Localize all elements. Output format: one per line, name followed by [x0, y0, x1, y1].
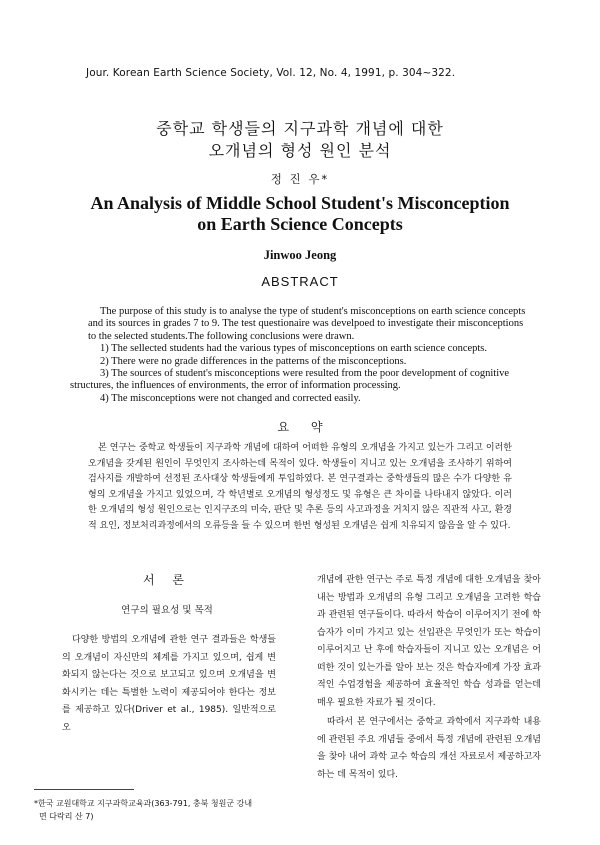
right-column-paragraph-1: 개념에 관한 연구는 주로 특정 개념에 대한 오개념을 찾아내는 방법과 오개념의 유형 그리고 오개념을 고려한 학습과 관련된 연구들이다. 따라서 학습이 이루어지기 전에 학습자가 이미 가지고 있는 선입관은 무엇인가 또는 학습이 이루어지고 난 후에 학습자들이 지니고 있는 오개념은 어떠한 것이 있는가를 알아 보는 것은 학습자에게 가장 효과적인 수업경험을 제공하여 효율적인 학습 성과를 얻는데 매우 필요한 자료가 될 것이다.: [317, 575, 541, 708]
english-title-line-1: An Analysis of Middle School Student's Misconception: [90, 193, 510, 213]
abstract-conclusion-3: 3) The sources of student's misconceptions were resulted from the poor development of cognitive: [100, 368, 510, 380]
abstract-heading: ABSTRACT: [261, 274, 339, 289]
journal-citation: Jour. Korean Earth Science Society, Vol. 12, No. 4, 1991, p. 304~322.: [86, 67, 456, 79]
right-column: [317, 572, 541, 784]
korean-author: 정 진 우*: [270, 172, 330, 186]
summary-heading: 요 약: [277, 420, 332, 434]
abstract-conclusion-2: 2) There were no grade differences in the patterns of the misconceptions.: [100, 355, 407, 367]
abstract-conclusion-3-cont: structures, the influences of environments, the error of information processing.: [70, 380, 401, 392]
footnote-rule: [34, 789, 134, 790]
english-author: Jinwoo Jeong: [263, 248, 337, 262]
abstract-body: [70, 306, 528, 405]
english-title-line-2: on Earth Science Concepts: [197, 214, 403, 234]
korean-summary-text: 본 연구는 중학교 학생들이 지구과학 개념에 대하여 어떠한 유형의 오개념을 가지고 있는가 그리고 이러한 오개념을 갖게된 원인이 무엇인지 조사하는데 목적이 있다. 학생들이 지니고 있는 오개념을 조사하기 위하여 검사지를 개발하여 선정된 조사대상 학생들에게 투입하였다. 본 연구결과는 중학생들의 많은 수가 다양한 유형의 오개념을 가지고 있었으며, 각 학년별로 오개념의 형성정도 및 유형은 큰 차이를 나타내지 않았다. 이러한 오개념의 형성 원인으로는 인지구조의 미숙, 판단 및 추론 등의 사고과정을 거치지 않은 직관적 사고, 환경적 요인, 정보처리과정에서의 오류등을 들 수 있으며 한번 형성된 오개념은 쉽게 치유되지 않음을 알 수 있다.: [88, 443, 512, 531]
abstract-conclusion-4: 4) The misconceptions were not changed and corrected easily.: [100, 392, 361, 404]
left-column: [62, 632, 276, 737]
right-column-paragraph-2: 따라서 본 연구에서는 중학교 과학에서 지구과학 내용에 관련된 주요 개념들 중에서 특정 개념에 관련된 오개념을 찾아 내어 과학 교수 학습의 개선 자료로서 제공하고자 하는 데 목적이 있다.: [317, 717, 541, 780]
korean-summary: [88, 441, 512, 534]
footnote-line-2: 면 다락리 산 7): [39, 812, 94, 821]
abstract-intro: The purpose of this study is to analyse the type of student's misconceptions on earth science concepts and its sources in grades 7 to 9. The test questionaire was develpoed to investigate their misconceptions to the selected students.The following conclusions were drawn.: [88, 306, 526, 342]
section-heading-introduction: 서 론: [143, 573, 191, 587]
abstract-conclusion-1: 1) The sellected students had the various types of misconceptions on earth science concepts.: [100, 343, 488, 355]
footnote: [34, 797, 284, 823]
korean-title-line-2: 오개념의 형성 원인 분석: [208, 141, 392, 160]
footnote-line-1: *한국 교원대학교 지구과학교육과(363-791, 충북 청원군 강내: [34, 799, 253, 808]
subsection-heading: 연구의 필요성 및 목적: [121, 605, 213, 616]
left-column-paragraph: 다양한 방법의 오개념에 관한 연구 결과들은 학생들의 오개념이 자신만의 체계를 가지고 있으며, 쉽게 변화되지 않는다는 것으로 보고되고 있으며 오개념을 변화시키는 데는 특별한 노력이 제공되어야 한다는 정보를 제공하고 있다(Driver et al., 1985). 일반적으로 오: [62, 635, 276, 733]
korean-title-line-1: 중학교 학생들의 지구과학 개념에 대한: [156, 119, 444, 138]
